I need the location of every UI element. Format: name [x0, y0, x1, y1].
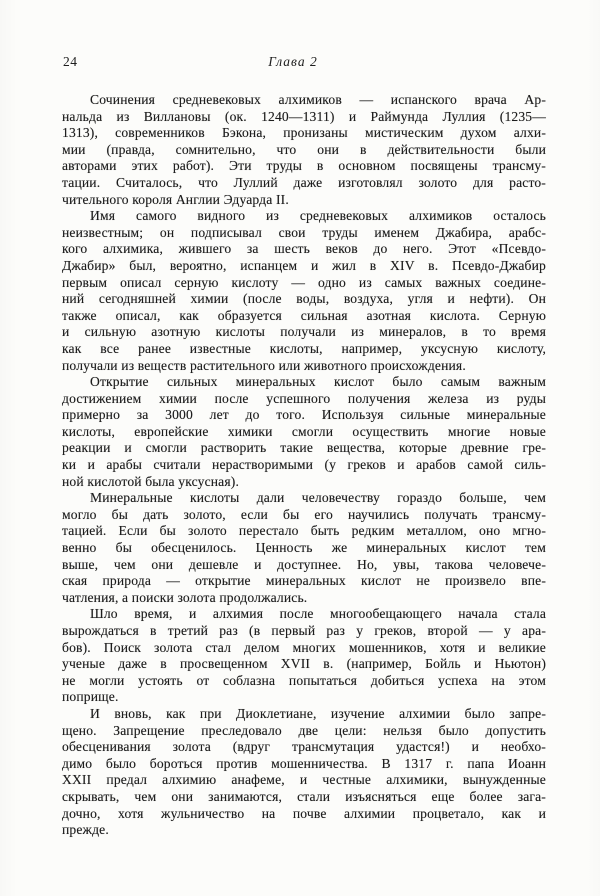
text-line: 1313), современников Бэкона, пронизаны мистическим духом алхи-	[62, 125, 546, 141]
text-line: могло бы дать золото, если бы его научились получать трансму-	[62, 506, 546, 522]
text-line: мии (правда, сомнительно, что они в действительности были	[62, 141, 546, 157]
text-line: ская природа — открытие минеральных кислот не произвело впе-	[62, 573, 546, 589]
text-line: Шло время, и алхимия после многообещающего начала стала	[90, 606, 546, 622]
text-line: вырождаться в третий раз (в первый раз у греков, второй — у ара-	[62, 623, 546, 638]
text-line: неизвестным; он подписывал свои труды именем Джабира, арабс-	[62, 224, 546, 240]
text-line: первым описал серную кислоту — одно из самых важных соедине-	[62, 274, 546, 290]
text-line: прежде.	[62, 822, 109, 838]
text-line: поприще.	[62, 689, 119, 705]
text-line: ки и арабы считали нерастворимыми (у греков и арабов самой силь-	[62, 457, 546, 473]
text-line: димо было бороться против мошенничества. В 1317 г. папа Иоанн	[62, 755, 546, 771]
text-line: как все ранее известные кислоты, например, уксусную кислоту,	[62, 340, 546, 356]
text-line: скрывать, чем они занимаются, стали изъясняться еще более зага-	[62, 788, 546, 804]
paragraph	[62, 208, 546, 374]
paragraph	[62, 606, 546, 706]
text-line: и сильную азотную кислоты получали из минералов, в то время	[62, 324, 546, 340]
text-line: получали из веществ растительного или животного происхождения.	[62, 357, 466, 373]
paragraph	[62, 706, 546, 839]
paragraph	[62, 92, 546, 208]
text-line: достижением химии после успешного получения железа из руды	[62, 390, 546, 406]
text-line: не могли устоять от соблазна попытаться добиться успеха на этом	[62, 672, 546, 688]
text-line: ученые даже в просвещенном XVII в. (например, Бойль и Ньютон)	[62, 656, 546, 672]
page-number: 24	[63, 54, 78, 69]
paragraph	[62, 490, 546, 606]
text-line: кислоты, европейские химики смогли осуществить многие новые	[62, 423, 546, 439]
chapter-header: Глава 2	[268, 54, 318, 69]
text-line: авторами этих работ). Эти труды в основном посвящены трансму-	[62, 158, 546, 174]
text-line: Минеральные кислоты дали человечеству гораздо больше, чем	[90, 490, 546, 506]
text-line: нальда из Виллановы (ок. 1240—1311) и Раймунда Луллия (1235—	[62, 108, 546, 124]
text-line: дочно, хотя жульничество на почве алхимии процветало, как и	[62, 805, 546, 821]
text-column	[62, 92, 546, 839]
text-line: Джабир» был, вероятно, испанцем и жил в XIV в. Псевдо-Джабир	[62, 257, 546, 273]
text-line: бов). Поиск золота стал делом многих мошенников, хотя и великие	[62, 639, 546, 655]
text-line: Открытие сильных минеральных кислот было самым важным	[90, 374, 546, 390]
text-line: тацией. Если бы золото перестало быть редким металлом, оно мгно-	[62, 523, 546, 539]
text-line: также описал, как образуется сильная азотная кислота. Серную	[62, 307, 546, 323]
text-line: реакции и смогли растворить такие вещества, которые древние гре-	[62, 440, 546, 456]
text-line: обесценивания золота (вдруг трансмутация удастся!) и необхо-	[62, 739, 546, 755]
paragraph	[62, 374, 546, 490]
text-line: XXII предал алхимию анафеме, и честные алхимики, вынужденные	[62, 772, 546, 788]
text-line: примерно за 3000 лет до того. Используя сильные минеральные	[62, 407, 546, 423]
running-head	[62, 55, 546, 71]
text-line: кого алхимика, жившего за шесть веков до него. Этот «Псевдо-	[62, 241, 546, 257]
text-line: чительного короля Англии Эдуарда II.	[62, 191, 289, 207]
text-line: венно бы обесценилось. Ценность же минеральных кислот тем	[62, 540, 546, 556]
text-line: Сочинения средневековых алхимиков — испанского врача Ар-	[90, 92, 546, 107]
text-line: выше, чем они дешевле и доступнее. Но, увы, такова человече-	[62, 556, 546, 572]
text-line: И вновь, как при Диоклетиане, изучение алхимии было запре-	[90, 705, 546, 721]
text-line: ной кислотой была уксусная).	[62, 473, 239, 489]
text-line: щено. Запрещение преследовало две цели: нельзя было допустить	[62, 722, 546, 738]
text-line: чатления, а поиски золота продолжались.	[62, 589, 308, 605]
text-line: ний сегодняшней химии (после воды, воздуха, угля и нефти). Он	[62, 291, 546, 307]
text-line: Имя самого видного из средневековых алхимиков осталось	[90, 208, 546, 224]
text-line: тации. Считалось, что Луллий даже изготовлял золото для расто-	[62, 174, 546, 190]
